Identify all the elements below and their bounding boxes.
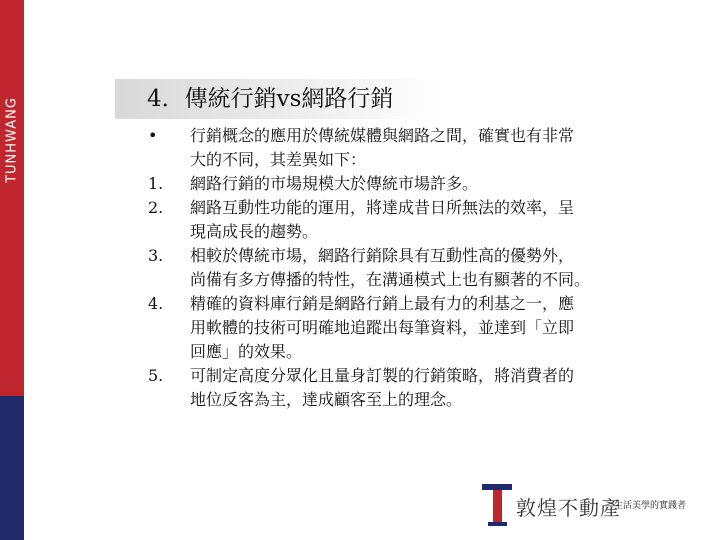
item-line: 大的不同，其差異如下： (190, 150, 367, 169)
item-line: 用軟體的技術可明確地追蹤出每筆資料，並達到「立即 (190, 318, 575, 337)
list-marker: • (148, 126, 158, 145)
item-line: 精確的資料庫行銷是網路行銷上最有力的利基之一，應 (190, 294, 575, 313)
bullet-list (148, 124, 708, 412)
list-item (148, 292, 708, 364)
item-line: 網路互動性功能的運用，將達成昔日所無法的效率，呈 (190, 198, 575, 217)
item-line: 回應」的效果。 (190, 342, 303, 361)
list-marker: 5. (148, 366, 164, 385)
company-logo (478, 478, 714, 534)
item-line: 可制定高度分眾化且量身訂製的行銷策略，將消費者的 (190, 366, 575, 385)
item-line: 相較於傳統市場，網路行銷除具有互動性高的優勢外， (190, 246, 575, 265)
logo-mark-icon (478, 482, 518, 528)
slide-title: 4．傳統行銷vs網路行銷 (147, 86, 394, 112)
side-brand-bar (0, 0, 24, 540)
list-marker: 3. (148, 246, 164, 265)
list-item (148, 364, 708, 412)
company-tagline: 生活美學的實踐者 (614, 501, 687, 511)
item-line: 現高成長的趨勢。 (190, 222, 319, 241)
item-line: 尚備有多方傳播的特性，在溝通模式上也有顯著的不同。 (190, 270, 591, 289)
side-bar-red-segment (0, 0, 24, 396)
list-item (148, 244, 708, 292)
company-name: 敦煌不動產 (516, 496, 621, 520)
side-bar-navy-segment (0, 396, 24, 540)
list-item (148, 196, 708, 244)
title-band (115, 79, 445, 119)
item-line: 行銷概念的應用於傳統媒體與網路之間，確實也有非常 (190, 126, 575, 145)
list-item (148, 124, 708, 172)
item-line: 網路行銷的市場規模大於傳統市場許多。 (190, 174, 479, 193)
item-line: 地位反客為主，達成顧客至上的理念。 (190, 390, 463, 409)
list-marker: 4. (148, 294, 164, 313)
list-marker: 2. (148, 198, 164, 217)
list-marker: 1. (148, 174, 164, 193)
list-item (148, 172, 708, 196)
side-brand-text: TUNHWANG (4, 97, 20, 183)
